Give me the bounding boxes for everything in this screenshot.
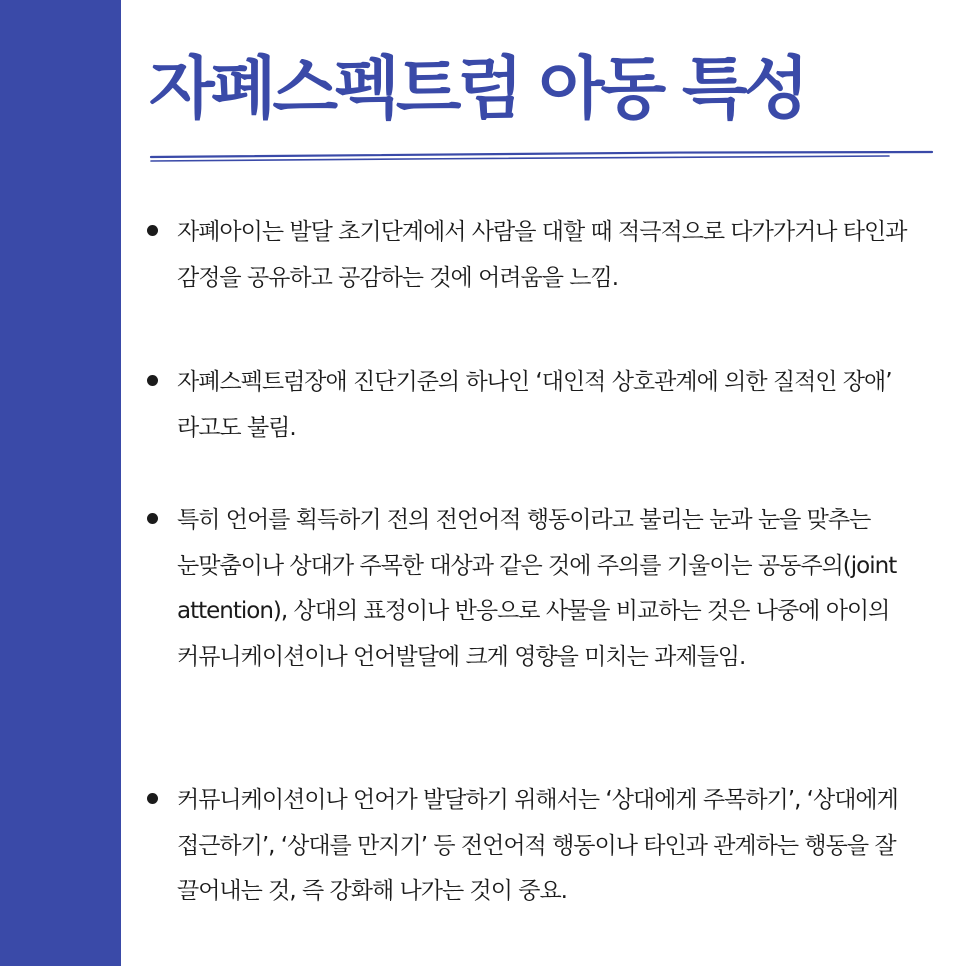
bullet-text: 커뮤니케이션이나 언어가 발달하기 위해서는 ‘상대에게 주목하기’, ‘상대에게 접근하기’, ‘상대를 만지기’ 등 전언어적 행동이나 타인과 관계하는 행동을 잘 끌어내는 것, 즉 강화해 나가는 것이 중요. [177,787,898,904]
bullet-dot-icon [147,225,158,236]
page-title: 자폐스펙트럼 아동 특성 [149,50,806,129]
bullet-dot-icon [147,375,158,386]
bullet-text: 자폐스펙트럼장애 진단기준의 하나인 ‘대인적 상호관계에 의한 질적인 장애’ 라고도 불림. [177,369,892,441]
bullet-dot-icon [147,793,158,804]
bullet-text: 특히 언어를 획득하기 전의 전언어적 행동이라고 불리는 눈과 눈을 맞추는 눈맞춤이나 상대가 주목한 대상과 같은 것에 주의를 기울이는 공동주의(joint attention), 상대의 표정이나 반응으로 사물을 비교하는 것은 나중에 아이의 커뮤니케이션이나 언어발달에 크게 영향을 미치는 과제들임. [177,507,897,670]
bullet-dot-icon [147,513,158,524]
content-area [121,0,966,966]
bullet-list [121,0,966,966]
bullet-text: 자폐아이는 발달 초기단계에서 사람을 대할 때 적극적으로 다가가거나 타인과 감정을 공유하고 공감하는 것에 어려움을 느낌. [177,219,907,291]
side-accent-bar [0,0,121,966]
